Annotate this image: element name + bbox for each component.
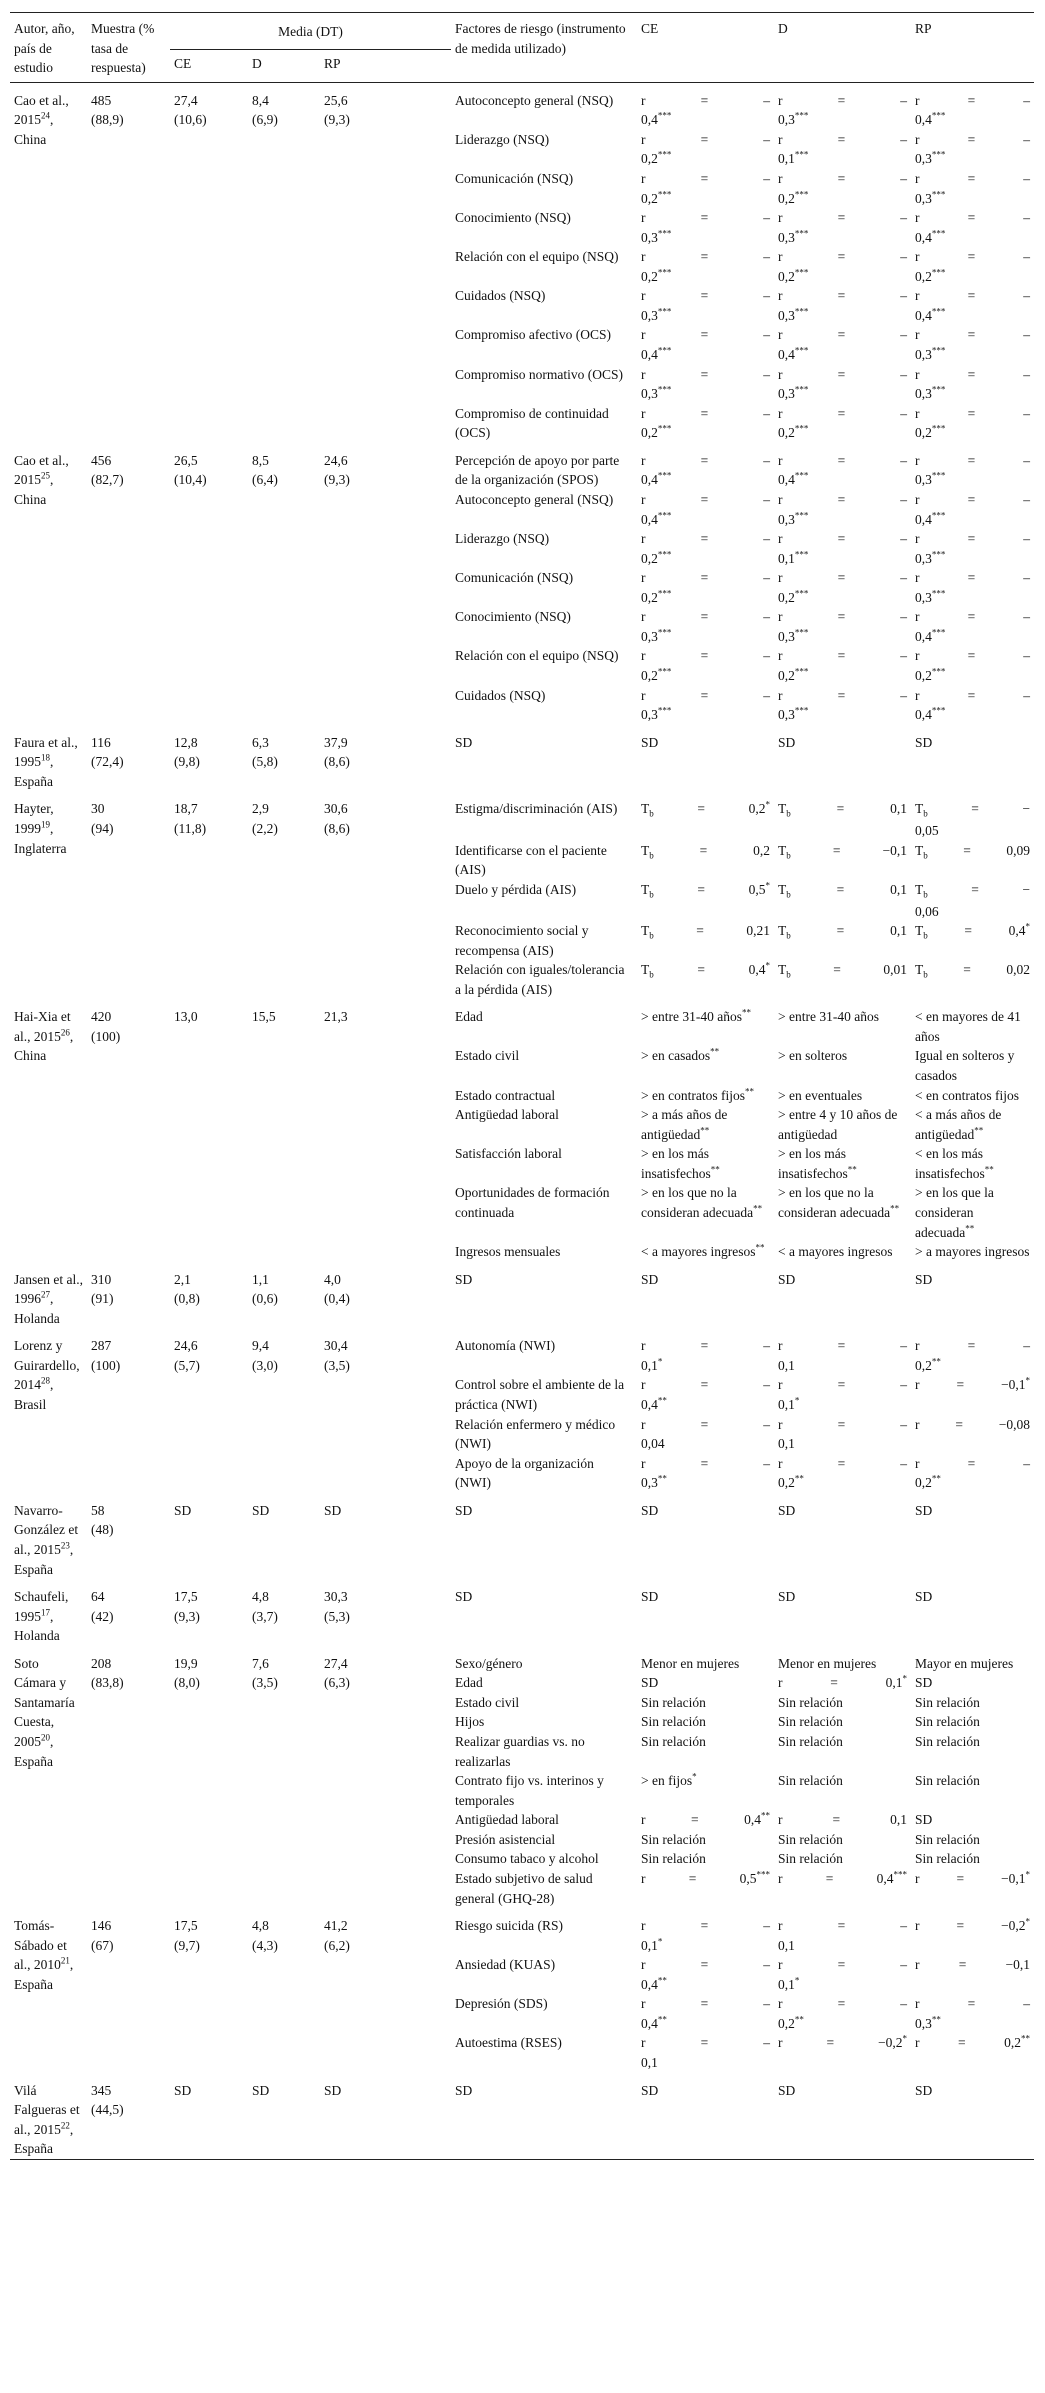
- value-d: r = – 0,1*: [778, 1957, 908, 1992]
- value-d: SD: [778, 2082, 796, 2098]
- study-mean-d: 8,4 (6,9): [252, 92, 278, 128]
- value-d: r = – 0,2***: [778, 405, 908, 441]
- value-rp: > a mayores ingresos: [915, 1244, 1030, 1260]
- risk-factor: Control sobre el ambiente de la práctica (NWI): [455, 1377, 625, 1413]
- risk-factor: Ingresos mensuales: [455, 1244, 561, 1260]
- risk-factor: Consumo tabaco y alcohol: [455, 1851, 599, 1867]
- value-rp: $T_b$ = 0,4*: [915, 921, 1031, 941]
- value-ce: > a más años de antigüedad**: [641, 1107, 728, 1142]
- risk-factor: Apoyo de la organización (NWI): [455, 1455, 594, 1491]
- study-mean-d: 4,8 (3,7): [252, 1589, 278, 1624]
- study-mean-rp: 30,4 (3,5): [324, 1338, 350, 1373]
- value-ce: r = – 0,4***: [641, 452, 771, 488]
- header-ce: CE: [641, 21, 659, 36]
- risk-factor: Compromiso normativo (OCS): [455, 366, 624, 382]
- risk-factor: Ansiedad (KUAS): [455, 1957, 556, 1973]
- value-d: > entre 31-40 años: [778, 1009, 879, 1025]
- value-ce: r = – 0,3***: [641, 366, 771, 402]
- study-author: Hayter, 1999$^{19}$, Inglaterra: [14, 801, 67, 856]
- table-row: [10, 791, 1034, 840]
- value-rp: r = – 0,2**: [915, 1455, 1031, 1491]
- table-row: [10, 2073, 1034, 2160]
- study-author: Soto Cámara y Santamaría Cuesta, 2005$^{20}$, España: [14, 1655, 75, 1769]
- table-row: [10, 1908, 1034, 1955]
- header-media-ce: CE: [170, 49, 248, 82]
- value-d: SD: [778, 1271, 796, 1287]
- value-d: $T_b$ = 0,1: [778, 881, 908, 900]
- value-rp: r = −0,1*: [915, 1869, 1031, 1886]
- risk-factor: Contrato fijo vs. interinos y temporales: [455, 1773, 604, 1808]
- header-muestra: Muestra (% tasa de respuesta): [91, 21, 155, 76]
- value-d: $T_b$ = 0,1: [778, 801, 908, 820]
- value-ce: > en contratos fijos**: [641, 1086, 754, 1103]
- table-row: [10, 1579, 1034, 1646]
- value-rp: r = – 0,2**: [915, 1338, 1031, 1373]
- table-body: [10, 82, 1034, 2159]
- study-mean-ce: 18,7 (11,8): [174, 801, 207, 836]
- value-ce: r = – 0,3**: [641, 1455, 771, 1491]
- study-sample: 420 (100): [91, 1009, 121, 1044]
- table-row: [10, 1328, 1034, 1375]
- value-d: > entre 4 y 10 años de antigüedad: [778, 1107, 898, 1142]
- table-row: [10, 1493, 1034, 1579]
- value-ce: r = 0,5***: [641, 1869, 771, 1886]
- value-rp: Sin relación: [915, 1851, 980, 1867]
- study-mean-rp: 30,3 (5,3): [324, 1589, 350, 1624]
- study-sample: 116 (72,4): [91, 734, 124, 770]
- study-sample: 208 (83,8): [91, 1655, 124, 1691]
- value-ce: $T_b$ = 0,5*: [641, 880, 771, 900]
- value-rp: SD: [915, 1812, 933, 1828]
- value-d: > en solteros: [778, 1048, 848, 1064]
- risk-factor: Autoconcepto general (NSQ): [455, 92, 614, 108]
- study-mean-ce: 24,6 (5,7): [174, 1338, 200, 1373]
- value-ce: r = – 0,4***: [641, 327, 771, 362]
- value-rp: < a más años de antigüedad**: [915, 1107, 1002, 1142]
- value-rp: r = – 0,3***: [915, 170, 1031, 206]
- study-mean-rp: SD: [324, 2082, 342, 2098]
- value-d: Sin relación: [778, 1714, 843, 1730]
- value-d: r = – 0,3***: [778, 609, 908, 644]
- study-mean-rp: SD: [324, 1502, 342, 1518]
- value-d: r = – 0,3***: [778, 288, 908, 323]
- study-mean-ce: SD: [174, 1502, 192, 1518]
- table-row: [10, 1262, 1034, 1329]
- value-d: SD: [778, 1502, 796, 1518]
- risk-factor: Relación con iguales/tolerancia a la pérdida (AIS): [455, 962, 625, 997]
- study-author: Hai-Xia et al., 2015$^{26}$, China: [14, 1009, 74, 1064]
- value-ce: $T_b$ = 0,21: [641, 923, 771, 941]
- value-d: r = – 0,1: [778, 1416, 908, 1452]
- value-rp: r = – 0,4***: [915, 491, 1031, 527]
- value-ce: r = – 0,4**: [641, 1957, 771, 1992]
- study-sample: 310 (91): [91, 1271, 114, 1307]
- value-ce: r = – 0,4***: [641, 491, 771, 527]
- value-d: r = – 0,3***: [778, 687, 908, 723]
- value-d: SD: [778, 1589, 796, 1605]
- risk-factor: Liderazgo (NSQ): [455, 531, 550, 547]
- risk-factor: Autoestima (RSES): [455, 2035, 562, 2051]
- value-rp: r = – 0,3***: [915, 131, 1031, 167]
- study-author: Lorenz y Guirardello, 2014$^{28}$, Brasil: [14, 1338, 80, 1413]
- value-ce: r = – 0,04: [641, 1416, 771, 1452]
- study-sample: 485 (88,9): [91, 92, 124, 128]
- value-d: r = 0,1: [778, 1812, 908, 1828]
- value-d: r = – 0,3***: [778, 491, 908, 527]
- value-ce: SD: [641, 2082, 659, 2098]
- value-rp: r = – 0,3***: [915, 327, 1031, 362]
- table-row: [10, 725, 1034, 792]
- value-rp: < en mayores de 41 años: [915, 1009, 1021, 1044]
- value-d: r = – 0,2***: [778, 570, 908, 605]
- value-rp: r = −0,1: [915, 1957, 1031, 1973]
- value-ce: > en casados**: [641, 1046, 720, 1064]
- risk-factor: Antigüedad laboral: [455, 1107, 559, 1123]
- study-mean-d: SD: [252, 1502, 270, 1518]
- study-mean-d: SD: [252, 2082, 270, 2098]
- value-d: < a mayores ingresos: [778, 1244, 893, 1260]
- study-sample: 64 (42): [91, 1589, 114, 1624]
- value-rp: SD: [915, 1675, 933, 1691]
- risk-factor: Estado civil: [455, 1048, 520, 1064]
- value-ce: r = – 0,2***: [641, 131, 771, 167]
- study-author: Cao et al., 2015$^{25}$, China: [14, 452, 69, 507]
- risk-factor: Estado contractual: [455, 1087, 556, 1103]
- value-ce: SD: [641, 1502, 659, 1518]
- study-sample: 146 (67): [91, 1918, 114, 1953]
- risk-factor: Duelo y pérdida (AIS): [455, 881, 577, 897]
- study-mean-rp: 24,6 (9,3): [324, 452, 350, 488]
- value-rp: Sin relación: [915, 1694, 980, 1710]
- study-sample: 287 (100): [91, 1338, 121, 1373]
- study-mean-ce: 27,4 (10,6): [174, 92, 207, 128]
- risk-factor: Edad: [455, 1009, 483, 1025]
- value-ce: r = – 0,2***: [641, 170, 771, 206]
- study-author: Cao et al., 2015$^{24}$, China: [14, 92, 69, 147]
- study-author: Tomás-Sábado et al., 2010$^{21}$, España: [14, 1918, 74, 1992]
- value-d: r = 0,4***: [778, 1869, 908, 1886]
- value-ce: > entre 31-40 años**: [641, 1007, 751, 1025]
- risk-factor: Estigma/discriminación (AIS): [455, 801, 618, 817]
- value-ce: SD: [641, 1271, 659, 1287]
- value-rp: r = – 0,4***: [915, 288, 1031, 323]
- value-d: r = −0,2*: [778, 2033, 908, 2051]
- study-mean-rp: 25,6 (9,3): [324, 92, 350, 128]
- study-mean-ce: 13,0: [174, 1009, 198, 1025]
- value-rp: r = – 0,3***: [915, 452, 1031, 488]
- value-rp: r = – 0,3***: [915, 366, 1031, 402]
- value-d: $T_b$ = −0,1: [778, 842, 908, 861]
- value-d: r = – 0,3***: [778, 366, 908, 402]
- risk-factor: Presión asistencial: [455, 1831, 556, 1847]
- table-row: [10, 999, 1034, 1046]
- risk-factor: Conocimiento (NSQ): [455, 210, 571, 226]
- risk-factor: Estado civil: [455, 1694, 520, 1710]
- study-mean-d: 9,4 (3,0): [252, 1338, 278, 1373]
- value-d: > en los que no la consideran adecuada**: [778, 1185, 900, 1220]
- risk-factor: Comunicación (NSQ): [455, 170, 574, 186]
- value-rp: $T_b$ = 0,09: [915, 842, 1031, 861]
- value-ce: r = – 0,1: [641, 2035, 771, 2071]
- value-d: $T_b$ = 0,01: [778, 962, 908, 980]
- value-d: r = – 0,4***: [778, 327, 908, 362]
- risk-factor: Cuidados (NSQ): [455, 288, 546, 304]
- value-d: r = – 0,2***: [778, 648, 908, 683]
- value-ce: $T_b$ = 0,4*: [641, 960, 771, 980]
- value-ce: r = – 0,3***: [641, 288, 771, 323]
- header-rp: RP: [915, 21, 932, 36]
- value-d: r = – 0,2**: [778, 1455, 908, 1491]
- study-mean-ce: 12,8 (9,8): [174, 734, 200, 770]
- value-rp: Sin relación: [915, 1734, 980, 1750]
- study-mean-rp: 30,6 (8,6): [324, 801, 350, 836]
- value-ce: r = – 0,1*: [641, 1338, 771, 1373]
- study-sample: 345 (44,5): [91, 2082, 124, 2118]
- value-ce: r = – 0,2***: [641, 405, 771, 441]
- value-rp: r = −0,1*: [915, 1375, 1031, 1393]
- study-mean-d: 6,3 (5,8): [252, 734, 278, 770]
- value-rp: r = – 0,4***: [915, 609, 1031, 644]
- value-ce: Sin relación: [641, 1851, 706, 1867]
- value-rp: $T_b$ = − 0,06: [915, 881, 1031, 919]
- risk-factor: SD: [455, 2082, 473, 2098]
- value-rp: SD: [915, 2082, 933, 2098]
- value-ce: > en fijos*: [641, 1771, 697, 1789]
- value-ce: < a mayores ingresos**: [641, 1242, 765, 1260]
- table-row: [10, 1646, 1034, 1674]
- value-ce: $T_b$ = 0,2*: [641, 799, 771, 820]
- value-d: r = – 0,3***: [778, 92, 908, 128]
- study-sample: 58 (48): [91, 1502, 114, 1538]
- risk-factor: Percepción de apoyo por parte de la organización (SPOS): [455, 452, 620, 488]
- value-d: r = – 0,2**: [778, 1996, 908, 2031]
- value-rp: r = 0,2**: [915, 2033, 1031, 2051]
- study-mean-rp: 4,0 (0,4): [324, 1271, 350, 1307]
- risk-factor: Autonomía (NWI): [455, 1338, 556, 1354]
- value-ce: r = – 0,4**: [641, 1996, 771, 2031]
- header-autor: Autor, año, país de estudio: [14, 21, 75, 76]
- value-ce: $T_b$ = 0,2: [641, 842, 771, 861]
- risk-factor: Antigüedad laboral: [455, 1812, 559, 1828]
- value-d: Sin relación: [778, 1734, 843, 1750]
- value-ce: SD: [641, 1589, 659, 1605]
- risk-factor: Relación con el equipo (NSQ): [455, 648, 619, 664]
- header-media-rp: RP: [320, 49, 451, 82]
- risk-factor: SD: [455, 1502, 473, 1518]
- value-d: r = – 0,4***: [778, 452, 908, 488]
- value-rp: Mayor en mujeres: [915, 1655, 1014, 1671]
- risk-factor: Reconocimiento social y recompensa (AIS): [455, 923, 589, 958]
- value-d: r = – 0,1***: [778, 131, 908, 167]
- risk-factor: SD: [455, 1271, 473, 1287]
- study-mean-rp: 21,3: [324, 1009, 348, 1025]
- study-author: Faura et al., 1995$^{18}$, España: [14, 734, 78, 789]
- study-mean-ce: 17,5 (9,3): [174, 1589, 200, 1624]
- risk-factor: Liderazgo (NSQ): [455, 131, 550, 147]
- value-ce: > en los más insatisfechos**: [641, 1146, 720, 1181]
- study-mean-ce: 2,1 (0,8): [174, 1271, 200, 1307]
- risk-factor: Compromiso afectivo (OCS): [455, 327, 611, 343]
- study-mean-d: 8,5 (6,4): [252, 452, 278, 488]
- value-ce: SD: [641, 1675, 659, 1691]
- value-ce: Sin relación: [641, 1734, 706, 1750]
- value-d: r = 0,1*: [778, 1673, 908, 1691]
- value-d: $T_b$ = 0,1: [778, 923, 908, 941]
- header-media-d: D: [248, 49, 320, 82]
- value-ce: Sin relación: [641, 1831, 706, 1847]
- study-mean-rp: 41,2 (6,2): [324, 1918, 350, 1953]
- study-mean-d: 4,8 (4,3): [252, 1918, 278, 1953]
- risk-factor: Satisfacción laboral: [455, 1146, 562, 1162]
- value-rp: > en los que la consideran adecuada**: [915, 1185, 994, 1240]
- header-media: Media (DT): [278, 24, 343, 40]
- value-rp: r = – 0,2***: [915, 648, 1031, 683]
- value-rp: Igual en solteros y casados: [915, 1048, 1015, 1084]
- value-d: Menor en mujeres: [778, 1655, 877, 1671]
- study-mean-ce: SD: [174, 2082, 192, 2098]
- study-mean-d: 1,1 (0,6): [252, 1271, 278, 1307]
- value-ce: r = – 0,2***: [641, 570, 771, 605]
- value-ce: r = – 0,3***: [641, 687, 771, 723]
- value-ce: r = – 0,4**: [641, 1377, 771, 1413]
- value-ce: r = – 0,2***: [641, 249, 771, 284]
- value-ce: Sin relación: [641, 1714, 706, 1730]
- table-row: [10, 82, 1034, 130]
- risk-factor: Edad: [455, 1675, 483, 1691]
- header-factores: Factores de riesgo (instrumento de medida utilizado): [455, 21, 626, 56]
- value-ce: r = – 0,2***: [641, 648, 771, 683]
- value-rp: r = – 0,4***: [915, 92, 1031, 128]
- value-ce: r = – 0,2***: [641, 531, 771, 566]
- risk-factor: Riesgo suicida (RS): [455, 1918, 564, 1934]
- value-ce: r = – 0,4***: [641, 92, 771, 128]
- study-mean-d: 2,9 (2,2): [252, 801, 278, 836]
- value-rp: r = – 0,4***: [915, 687, 1031, 723]
- value-ce: r = – 0,1*: [641, 1918, 771, 1953]
- risk-factor: Relación enfermero y médico (NWI): [455, 1416, 616, 1452]
- value-d: Sin relación: [778, 1851, 843, 1867]
- study-mean-ce: 17,5 (9,7): [174, 1918, 200, 1953]
- risk-factor: Oportunidades de formación continuada: [455, 1185, 610, 1220]
- value-d: Sin relación: [778, 1831, 843, 1847]
- value-rp: SD: [915, 734, 933, 750]
- risk-factor: Autoconcepto general (NSQ): [455, 491, 614, 507]
- value-rp: < en los más insatisfechos**: [915, 1146, 994, 1181]
- study-author: Navarro-González et al., 2015$^{23}$, España: [14, 1502, 79, 1577]
- value-rp: r = – 0,2***: [915, 249, 1031, 284]
- value-ce: r = – 0,3***: [641, 609, 771, 644]
- risk-factor: Sexo/género: [455, 1655, 523, 1671]
- risk-factor: SD: [455, 1589, 473, 1605]
- value-d: r = – 0,1: [778, 1918, 908, 1953]
- value-ce: Sin relación: [641, 1694, 706, 1710]
- study-mean-rp: 37,9 (8,6): [324, 734, 350, 770]
- value-d: r = – 0,2***: [778, 170, 908, 206]
- value-rp: Sin relación: [915, 1714, 980, 1730]
- study-sample: 30 (94): [91, 801, 114, 836]
- value-rp: SD: [915, 1271, 933, 1287]
- value-d: > en los más insatisfechos**: [778, 1146, 857, 1181]
- study-author: Jansen et al., 1996$^{27}$, Holanda: [14, 1271, 83, 1326]
- value-rp: $T_b$ = − 0,05: [915, 801, 1031, 839]
- study-author: Schaufeli, 1995$^{17}$, Holanda: [14, 1589, 69, 1644]
- value-rp: $T_b$ = 0,02: [915, 962, 1031, 980]
- value-rp: r = – 0,4***: [915, 210, 1031, 245]
- value-d: r = – 0,1*: [778, 1377, 908, 1413]
- value-rp: r = – 0,3***: [915, 570, 1031, 605]
- value-d: > en eventuales: [778, 1087, 863, 1103]
- risk-factor: Cuidados (NSQ): [455, 687, 546, 703]
- value-rp: Sin relación: [915, 1831, 980, 1847]
- value-rp: SD: [915, 1589, 933, 1605]
- value-rp: Sin relación: [915, 1773, 980, 1789]
- risk-factor: Relación con el equipo (NSQ): [455, 249, 619, 265]
- study-mean-ce: 26,5 (10,4): [174, 452, 207, 488]
- risk-factor: Depresión (SDS): [455, 1996, 548, 2012]
- value-d: r = – 0,3***: [778, 210, 908, 245]
- value-rp: SD: [915, 1502, 933, 1518]
- study-sample: 456 (82,7): [91, 452, 124, 488]
- value-rp: < en contratos fijos: [915, 1087, 1019, 1103]
- value-rp: r = −0,2*: [915, 1916, 1031, 1934]
- study-mean-ce: 19,9 (8,0): [174, 1655, 200, 1691]
- value-ce: r = 0,4**: [641, 1810, 771, 1828]
- study-author: Vilá Falgueras et al., 2015$^{22}$, España: [14, 2082, 80, 2157]
- results-table: [10, 12, 1034, 2160]
- study-mean-d: 7,6 (3,5): [252, 1655, 278, 1691]
- value-d: Sin relación: [778, 1694, 843, 1710]
- value-d: r = – 0,1: [778, 1338, 908, 1373]
- risk-factor: Realizar guardias vs. no realizarlas: [455, 1734, 585, 1769]
- risk-factor: Estado subjetivo de salud general (GHQ-28): [455, 1870, 593, 1906]
- risk-factor: Compromiso de continuidad (OCS): [455, 405, 609, 441]
- header-d: D: [778, 21, 788, 36]
- study-mean-rp: 27,4 (6,3): [324, 1655, 350, 1691]
- value-rp: r = – 0,3***: [915, 531, 1031, 566]
- value-d: r = – 0,2***: [778, 249, 908, 284]
- value-ce: r = – 0,3***: [641, 210, 771, 245]
- table-row: [10, 443, 1034, 490]
- value-ce: SD: [641, 734, 659, 750]
- value-ce: > en los que no la consideran adecuada**: [641, 1185, 763, 1220]
- value-d: r = – 0,1***: [778, 531, 908, 566]
- risk-factor: SD: [455, 734, 473, 750]
- value-d: Sin relación: [778, 1773, 843, 1789]
- risk-factor: Hijos: [455, 1714, 485, 1730]
- value-ce: Menor en mujeres: [641, 1655, 740, 1671]
- study-mean-d: 15,5: [252, 1009, 276, 1025]
- value-rp: r = −0,08: [915, 1416, 1031, 1432]
- value-d: SD: [778, 734, 796, 750]
- risk-factor: Comunicación (NSQ): [455, 570, 574, 586]
- risk-factor: Identificarse con el paciente (AIS): [455, 842, 607, 878]
- value-rp: r = – 0,2***: [915, 405, 1031, 441]
- risk-factor: Conocimiento (NSQ): [455, 609, 571, 625]
- value-rp: r = – 0,3**: [915, 1996, 1031, 2031]
